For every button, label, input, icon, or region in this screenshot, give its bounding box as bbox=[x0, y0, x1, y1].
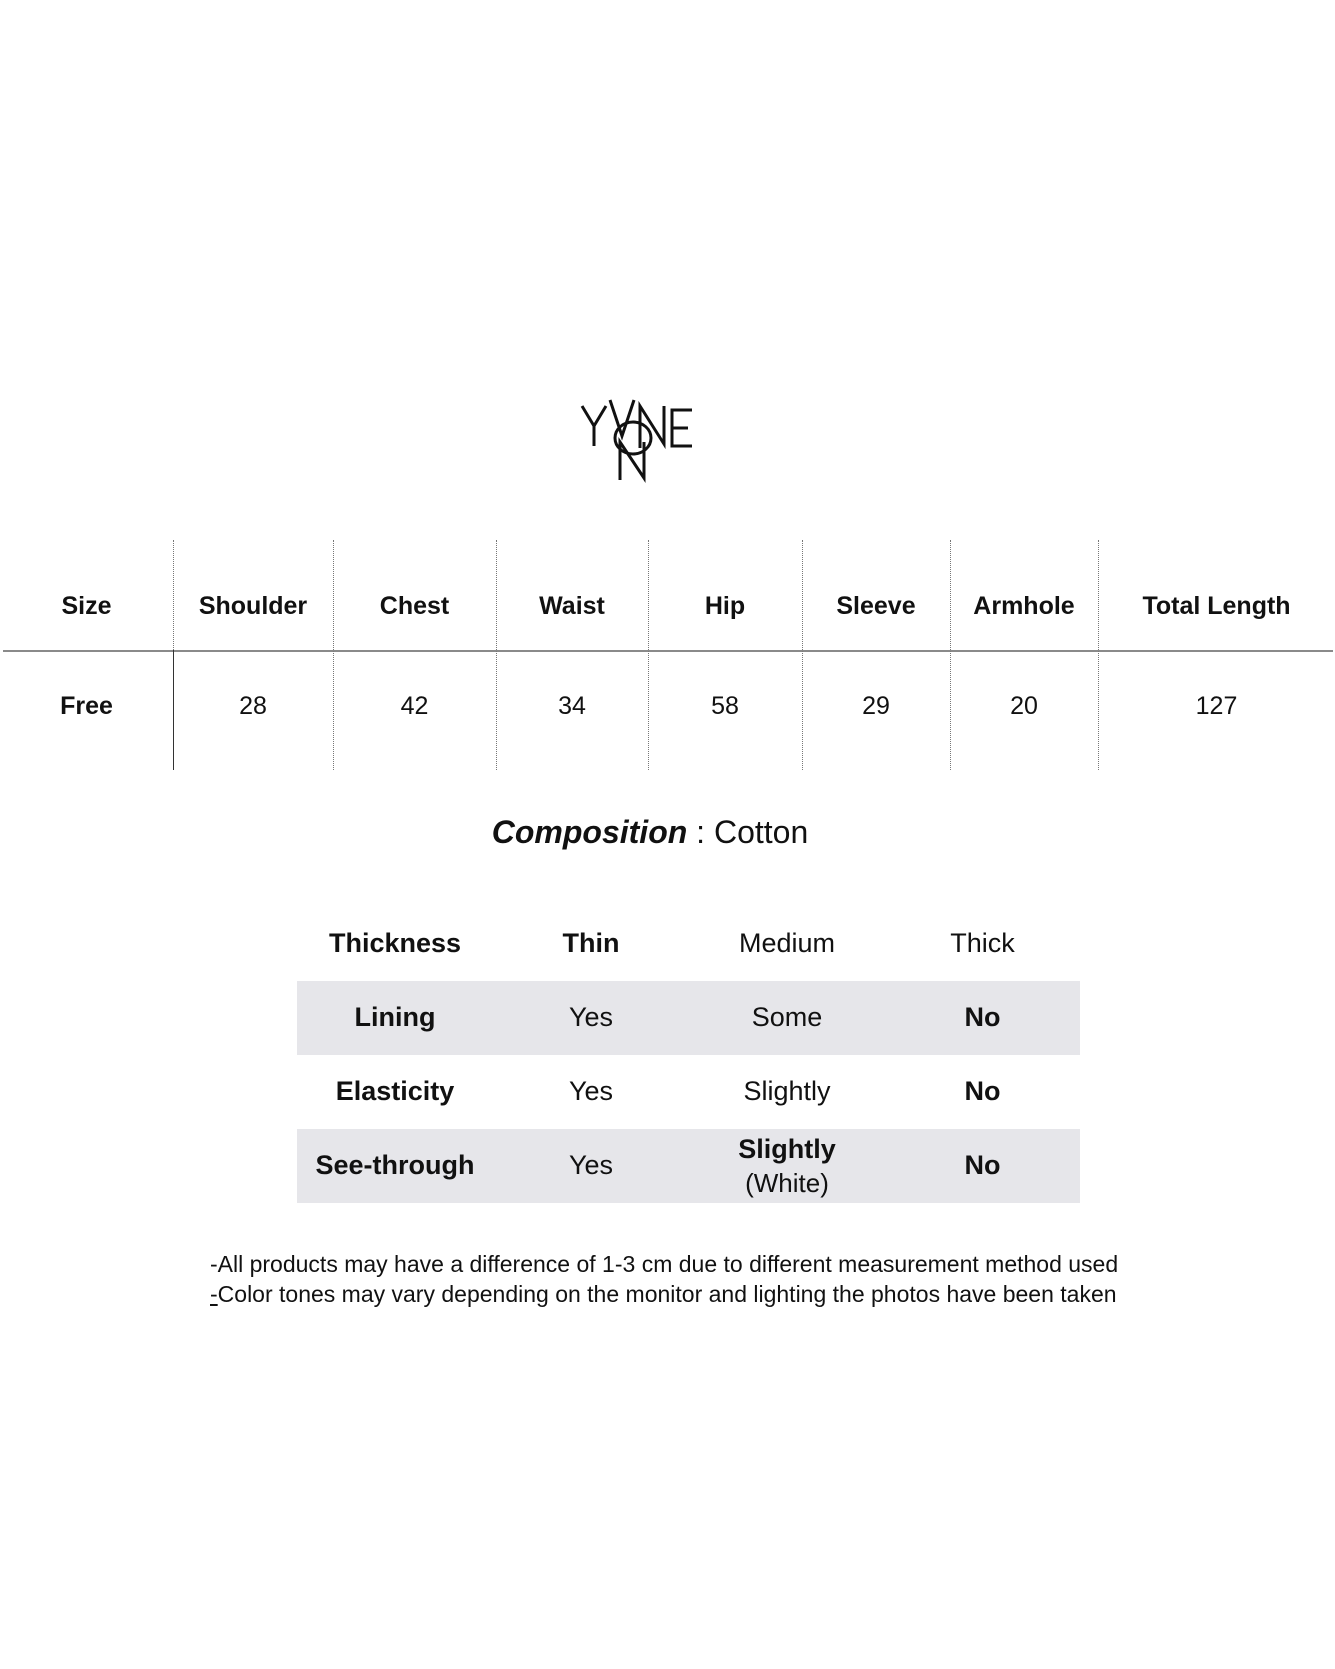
cell-size: Free bbox=[60, 691, 113, 720]
thickness-medium: Medium bbox=[738, 928, 836, 959]
note-color bbox=[210, 1279, 1118, 1309]
header-sleeve: Sleeve bbox=[836, 591, 916, 620]
size-table-header-row bbox=[0, 536, 1335, 652]
header-size: Size bbox=[61, 591, 112, 620]
disclaimer-notes bbox=[210, 1249, 1118, 1309]
thickness-label: Thickness bbox=[328, 928, 462, 959]
fabric-row-thickness bbox=[297, 907, 1080, 981]
cell-hip: 58 bbox=[711, 691, 739, 720]
elasticity-yes: Yes bbox=[568, 1076, 614, 1107]
thickness-thick: Thick bbox=[950, 928, 1015, 959]
elasticity-slightly: Slightly bbox=[743, 1076, 831, 1107]
cell-sleeve: 29 bbox=[862, 691, 890, 720]
lining-no: No bbox=[964, 1002, 1001, 1033]
header-total-length: Total Length bbox=[1142, 591, 1291, 620]
composition-line bbox=[0, 814, 1300, 851]
fabric-row-see-through bbox=[297, 1129, 1080, 1203]
see-through-label: See-through bbox=[315, 1150, 475, 1181]
lining-label: Lining bbox=[354, 1002, 436, 1033]
header-hip: Hip bbox=[704, 591, 746, 620]
composition-value: Cotton bbox=[713, 814, 809, 850]
fabric-table bbox=[297, 907, 1080, 1203]
size-table-row bbox=[0, 652, 1335, 768]
see-through-yes: Yes bbox=[568, 1150, 614, 1181]
see-through-no: No bbox=[964, 1150, 1001, 1181]
cell-shoulder: 28 bbox=[239, 691, 267, 720]
elasticity-label: Elasticity bbox=[335, 1076, 455, 1107]
header-shoulder: Shoulder bbox=[198, 591, 308, 620]
header-armhole: Armhole bbox=[973, 591, 1075, 620]
elasticity-no: No bbox=[964, 1076, 1001, 1107]
cell-waist: 34 bbox=[558, 691, 586, 720]
note-color-text: Color tones may vary depending on the monitor and lighting the photos have been taken bbox=[217, 1281, 1117, 1307]
cell-chest: 42 bbox=[400, 691, 429, 720]
cell-armhole: 20 bbox=[1010, 691, 1038, 720]
fabric-row-elasticity bbox=[297, 1055, 1080, 1129]
fabric-row-lining bbox=[297, 981, 1080, 1055]
lining-some: Some bbox=[751, 1002, 823, 1033]
size-table bbox=[0, 536, 1335, 768]
note-color-dash: - bbox=[210, 1281, 218, 1307]
see-through-slightly: Slightly bbox=[738, 1133, 836, 1164]
brand-logo bbox=[580, 398, 730, 488]
composition-label: Composition bbox=[491, 814, 688, 850]
note-measurement: -All products may have a difference of 1-3 cm due to different measurement method used bbox=[210, 1251, 1119, 1277]
see-through-note: (White) bbox=[745, 1167, 829, 1198]
cell-total-length: 127 bbox=[1195, 691, 1238, 720]
see-through-slightly-cell bbox=[689, 1129, 885, 1203]
composition-separator: : bbox=[687, 814, 714, 850]
thickness-thin: Thin bbox=[562, 928, 620, 959]
header-chest: Chest bbox=[379, 591, 450, 620]
lining-yes: Yes bbox=[568, 1002, 614, 1033]
header-waist: Waist bbox=[539, 591, 605, 620]
